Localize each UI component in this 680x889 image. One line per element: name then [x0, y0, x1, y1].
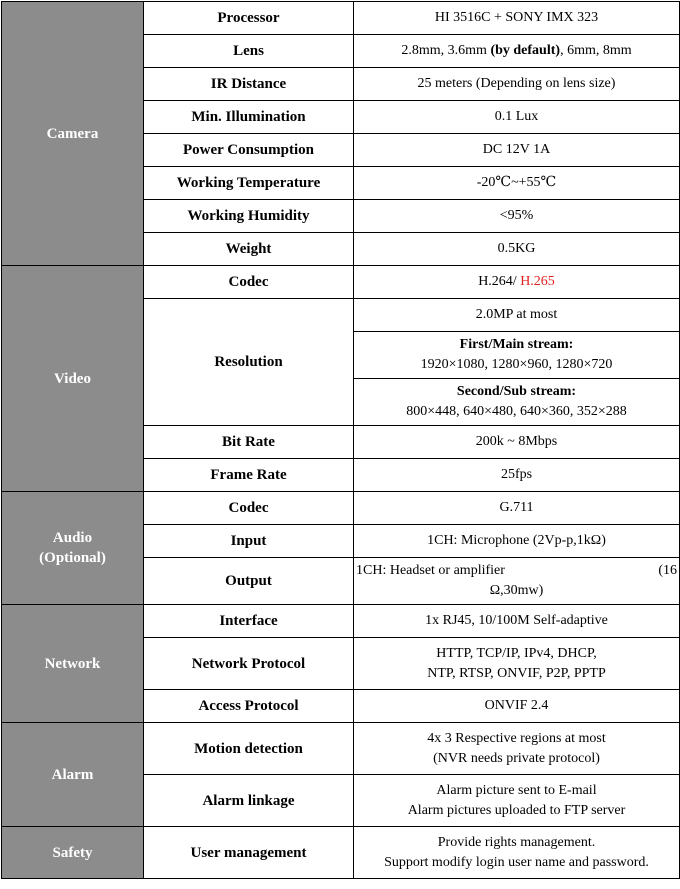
label-audio-output: Output	[144, 558, 354, 605]
codec-h264: H.264/	[478, 274, 521, 289]
audio-output-spec-end: Ω,30mw)	[489, 583, 544, 598]
value-network-protocol	[354, 638, 680, 690]
label-resolution: Resolution	[144, 299, 354, 426]
label-processor: Processor	[144, 2, 354, 35]
label-audio-codec: Codec	[144, 492, 354, 525]
value-illumination: 0.1 Lux	[354, 101, 680, 134]
alarm-linkage-line2: Alarm pictures uploaded to FTP server	[407, 802, 626, 818]
label-ir: IR Distance	[144, 68, 354, 101]
alarm-linkage-line1: Alarm picture sent to E-mail	[436, 782, 597, 798]
label-framerate: Frame Rate	[144, 459, 354, 492]
category-safety: Safety	[2, 827, 144, 879]
network-protocol-line1: HTTP, TCP/IP, IPv4, DHCP,	[436, 645, 597, 661]
audio-output-spec-start: (16	[658, 563, 677, 578]
value-audio-codec: G.711	[354, 492, 680, 525]
value-ir: 25 meters (Depending on lens size)	[354, 68, 680, 101]
value-motion-detection	[354, 723, 680, 775]
category-video: Video	[2, 266, 144, 492]
value-user-management	[354, 827, 680, 879]
label-alarm-linkage: Alarm linkage	[144, 775, 354, 827]
main-stream-values: 1920×1080, 1280×960, 1280×720	[420, 357, 613, 372]
label-motion-detection: Motion detection	[144, 723, 354, 775]
label-video-codec: Codec	[144, 266, 354, 299]
value-power: DC 12V 1A	[354, 134, 680, 167]
main-stream-title: First/Main stream:	[459, 337, 574, 352]
user-management-line2: Support modify login user name and password.	[384, 854, 649, 870]
label-power: Power Consumption	[144, 134, 354, 167]
value-framerate: 25fps	[354, 459, 680, 492]
row-processor	[2, 2, 680, 35]
value-bitrate: 200k ~ 8Mbps	[354, 426, 680, 459]
row-motion-detection	[2, 723, 680, 775]
sub-stream-title: Second/Sub stream:	[456, 384, 577, 399]
category-camera: Camera	[2, 2, 144, 266]
value-access-protocol: ONVIF 2.4	[354, 690, 680, 723]
label-humidity: Working Humidity	[144, 200, 354, 233]
value-resolution-sub	[354, 379, 680, 426]
value-temperature: -20℃~+55℃	[354, 167, 680, 200]
spec-table	[1, 1, 680, 879]
category-audio	[2, 492, 144, 605]
row-video-codec	[2, 266, 680, 299]
audio-output-line1	[356, 561, 677, 581]
value-audio-output	[354, 558, 680, 605]
sub-stream-values: 800×448, 640×480, 640×360, 352×288	[406, 404, 627, 419]
value-video-codec	[354, 266, 680, 299]
value-interface: 1x RJ45, 10/100M Self-adaptive	[354, 605, 680, 638]
label-lens: Lens	[144, 35, 354, 68]
category-audio-optional: (Optional)	[39, 550, 106, 566]
motion-detection-line1: 4x 3 Respective regions at most	[427, 730, 606, 746]
lens-default-note: (by default)	[490, 43, 561, 58]
row-interface	[2, 605, 680, 638]
row-audio-codec	[2, 492, 680, 525]
value-resolution-main	[354, 332, 680, 379]
row-user-management	[2, 827, 680, 879]
label-illumination: Min. Illumination	[144, 101, 354, 134]
user-management-line1: Provide rights management.	[437, 834, 596, 850]
motion-detection-line2: (NVR needs private protocol)	[433, 750, 600, 766]
category-audio-title: Audio	[52, 530, 93, 546]
label-interface: Interface	[144, 605, 354, 638]
label-access-protocol: Access Protocol	[144, 690, 354, 723]
label-temperature: Working Temperature	[144, 167, 354, 200]
label-network-protocol: Network Protocol	[144, 638, 354, 690]
label-audio-input: Input	[144, 525, 354, 558]
value-humidity: <95%	[354, 200, 680, 233]
value-alarm-linkage	[354, 775, 680, 827]
label-weight: Weight	[144, 233, 354, 266]
category-network: Network	[2, 605, 144, 723]
value-audio-input: 1CH: Microphone (2Vp-p,1kΩ)	[354, 525, 680, 558]
codec-h265: H.265	[520, 274, 555, 289]
value-lens	[354, 35, 680, 68]
label-user-management: User management	[144, 827, 354, 879]
lens-options: 2.8mm, 3.6mm	[401, 43, 491, 58]
lens-options-more: , 6mm, 8mm	[560, 43, 632, 58]
network-protocol-line2: NTP, RTSP, ONVIF, P2P, PPTP	[427, 665, 606, 681]
value-weight: 0.5KG	[354, 233, 680, 266]
audio-output-desc: 1CH: Headset or amplifier	[356, 563, 505, 578]
label-bitrate: Bit Rate	[144, 426, 354, 459]
value-resolution-max: 2.0MP at most	[354, 299, 680, 332]
value-processor: HI 3516C + SONY IMX 323	[354, 2, 680, 35]
category-alarm: Alarm	[2, 723, 144, 827]
